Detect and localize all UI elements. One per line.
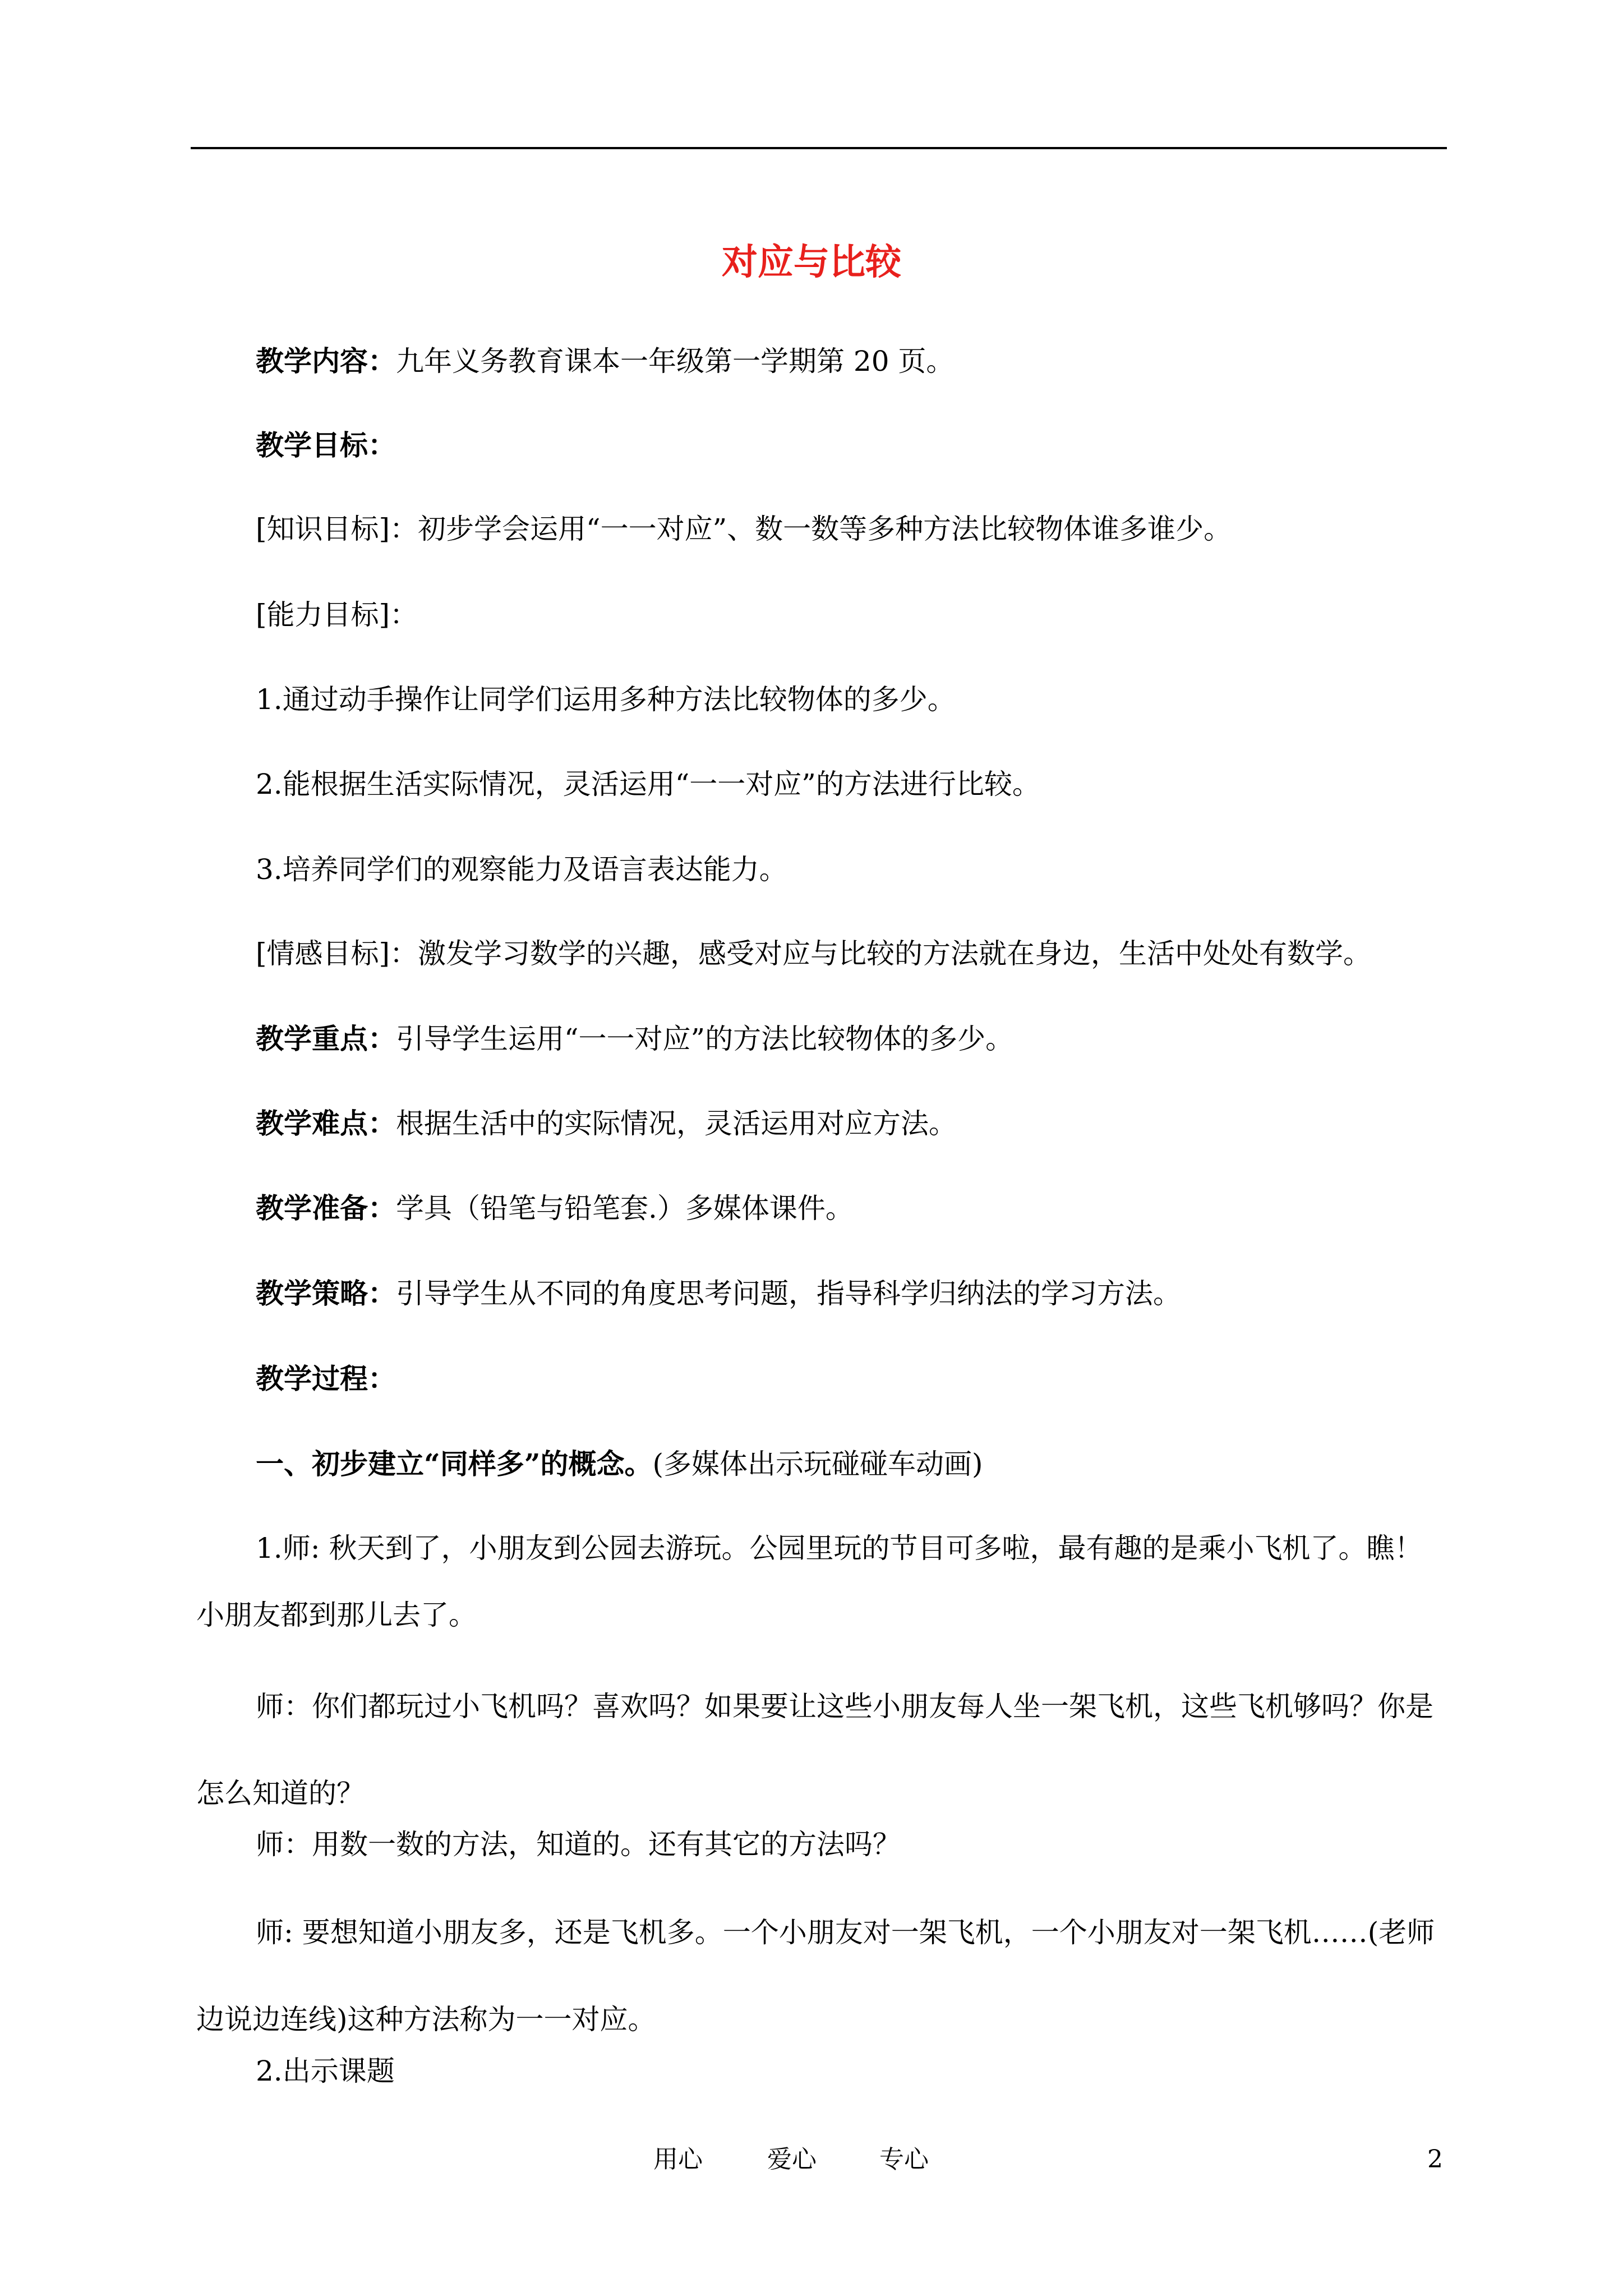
teaching-content-text: 九年义务教育课本一年级第一学期第 20 页。 xyxy=(396,345,955,378)
paragraph-1-line-2: 小朋友都到那儿去了。 xyxy=(196,1599,477,1631)
objectives-heading: 教学目标： xyxy=(256,429,396,462)
preparation xyxy=(256,1186,854,1231)
paragraph-3: 师：用数一数的方法，知道的。还有其它的方法吗？ xyxy=(256,1828,901,1861)
paragraph-2: 师：你们都玩过小飞机吗？喜欢吗？如果要让这些小朋友每人坐一架飞机，这些飞机够吗？你是怎么知道的？ xyxy=(196,1690,1433,1810)
footer-motto-3: 专心 xyxy=(879,2145,929,2174)
strategy xyxy=(256,1271,1181,1316)
header-rule xyxy=(191,147,1447,149)
emotion-objective: [情感目标]：激发学习数学的兴趣，感受对应与比较的方法就在身边，生活中处处有数学。 xyxy=(256,937,1372,970)
preparation-label: 教学准备： xyxy=(256,1191,396,1225)
section-1-note: (多媒体出示玩碰碰车动画) xyxy=(652,1448,983,1480)
item-2: 2.出示课题 xyxy=(256,2055,395,2087)
key-point-label: 教学重点： xyxy=(256,1022,396,1055)
difficulty xyxy=(256,1101,957,1146)
ability-item-1: 1.通过动手操作让同学们运用多种方法比较物体的多少。 xyxy=(256,683,956,716)
strategy-text: 引导学生从不同的角度思考问题，指导科学归纳法的学习方法。 xyxy=(396,1277,1181,1310)
paragraph-4: 师: 要想知道小朋友多，还是飞机多。一个小朋友对一架飞机，一个小朋友对一架飞机……(老师边说边连线)这种方法称为一一对应。 xyxy=(196,1916,1435,2036)
ability-item-2: 2.能根据生活实际情况，灵活运用“一一对应”的方法进行比较。 xyxy=(256,768,1040,800)
difficulty-label: 教学难点： xyxy=(256,1107,396,1140)
footer-motto-2: 爱心 xyxy=(767,2145,817,2174)
teaching-content-label: 教学内容： xyxy=(256,344,396,378)
paragraph-1-line-1: 1.师: 秋天到了，小朋友到公园去游玩。公园里玩的节目可多啦，最有趣的是乘小飞机了。瞧！ xyxy=(256,1532,1423,1565)
key-point xyxy=(256,1016,1013,1061)
page-number: 2 xyxy=(1427,2145,1443,2174)
ability-item-3: 3.培养同学们的观察能力及语言表达能力。 xyxy=(256,853,787,886)
knowledge-objective: [知识目标]：初步学会运用“一一对应”、数一数等多种方法比较物体谁多谁少。 xyxy=(256,513,1232,545)
strategy-label: 教学策略： xyxy=(256,1277,396,1310)
section-1-heading xyxy=(256,1442,983,1487)
process-heading: 教学过程： xyxy=(256,1362,396,1395)
difficulty-text: 根据生活中的实际情况，灵活运用对应方法。 xyxy=(396,1107,957,1140)
preparation-text: 学具（铅笔与铅笔套.）多媒体课件。 xyxy=(396,1192,854,1225)
ability-objective-heading: [能力目标]： xyxy=(256,599,418,631)
teaching-content xyxy=(256,339,954,384)
section-1-title: 一、初步建立“同样多”的概念。 xyxy=(256,1447,653,1480)
page-title: 对应与比较 xyxy=(722,241,901,283)
key-point-text: 引导学生运用“一一对应”的方法比较物体的多少。 xyxy=(396,1023,1014,1055)
footer-motto-1: 用心 xyxy=(653,2145,703,2174)
